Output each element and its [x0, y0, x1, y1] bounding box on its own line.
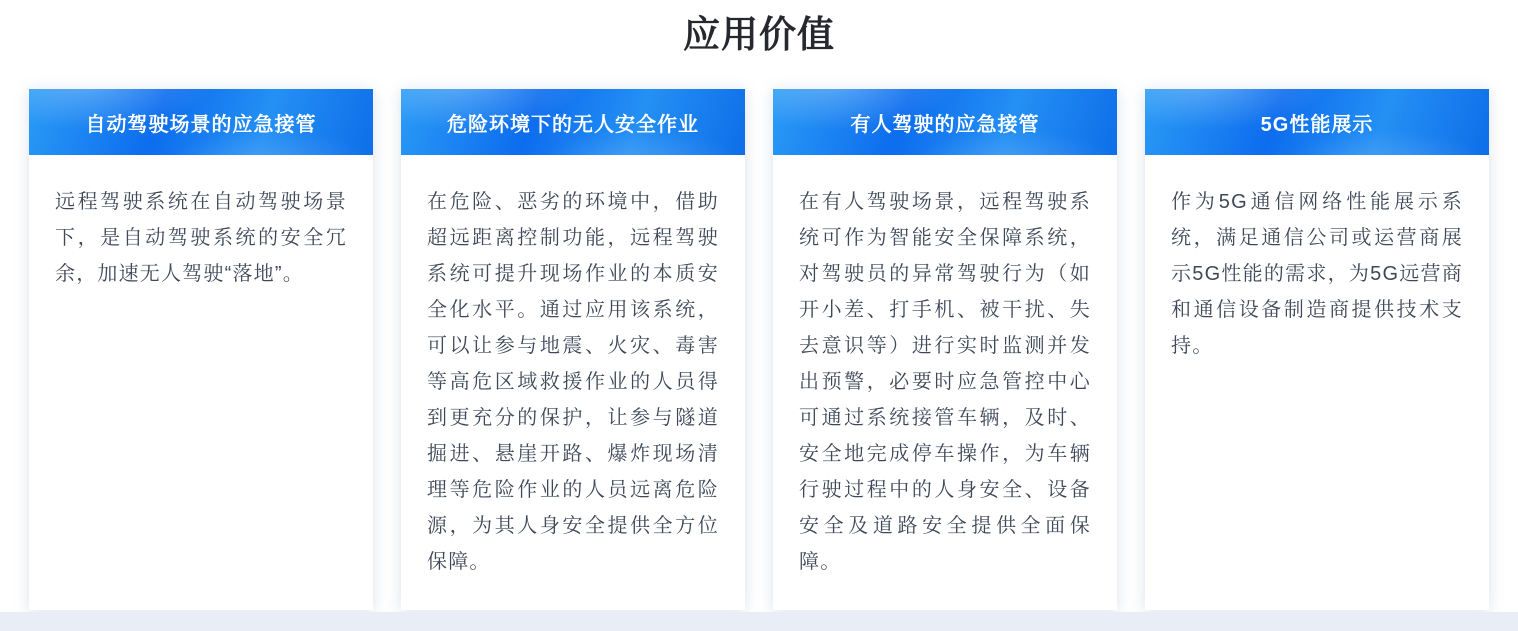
value-cards-grid: [0, 89, 1518, 610]
card-body-text: 远程驾驶系统在自动驾驶场景下，是自动驾驶系统的安全冗余，加速无人驾驶“落地”。: [55, 191, 347, 285]
card-5g-performance-showcase: [1145, 89, 1489, 610]
section-divider-strip: [0, 612, 1518, 631]
card-title: 自动驾驶场景的应急接管: [85, 113, 317, 136]
card-title: 有人驾驶的应急接管: [850, 113, 1040, 136]
card-manned-driving-takeover: [773, 89, 1117, 610]
card-autonomous-driving-takeover: [29, 89, 373, 610]
page-title: 应用价值: [683, 14, 835, 55]
card-header: [1145, 89, 1489, 155]
card-title: 5G性能展示: [1260, 113, 1374, 136]
card-header: [773, 89, 1117, 155]
card-body-text: 在危险、恶劣的环境中，借助超远距离控制功能，远程驾驶系统可提升现场作业的本质安全化水平。通过应用该系统，可以让参与地震、火灾、毒害等高危区域救援作业的人员得到更充分的保护，让参与隧道掘进、悬崖开路、爆炸现场清理等危险作业的人员远离危险源，为其人身安全提供全方位保障。: [427, 191, 719, 573]
card-title: 危险环境下的无人安全作业: [447, 113, 699, 136]
card-body-text: 作为5G通信网络性能展示系统，满足通信公司或运营商展示5G性能的需求，为5G远营商和通信设备制造商提供技术支持。: [1171, 191, 1463, 357]
card-body-text: 在有人驾驶场景，远程驾驶系统可作为智能安全保障系统，对驾驶员的异常驾驶行为（如开小差、打手机、被干扰、失去意识等）进行实时监测并发出预警，必要时应急管控中心可通过系统接管车辆，及时、安全地完成停车操作，为车辆行驶过程中的人身安全、设备安全及道路安全提供全面保障。: [799, 191, 1091, 573]
card-hazardous-environment-operation: [401, 89, 745, 610]
card-header: [29, 89, 373, 155]
card-header: [401, 89, 745, 155]
